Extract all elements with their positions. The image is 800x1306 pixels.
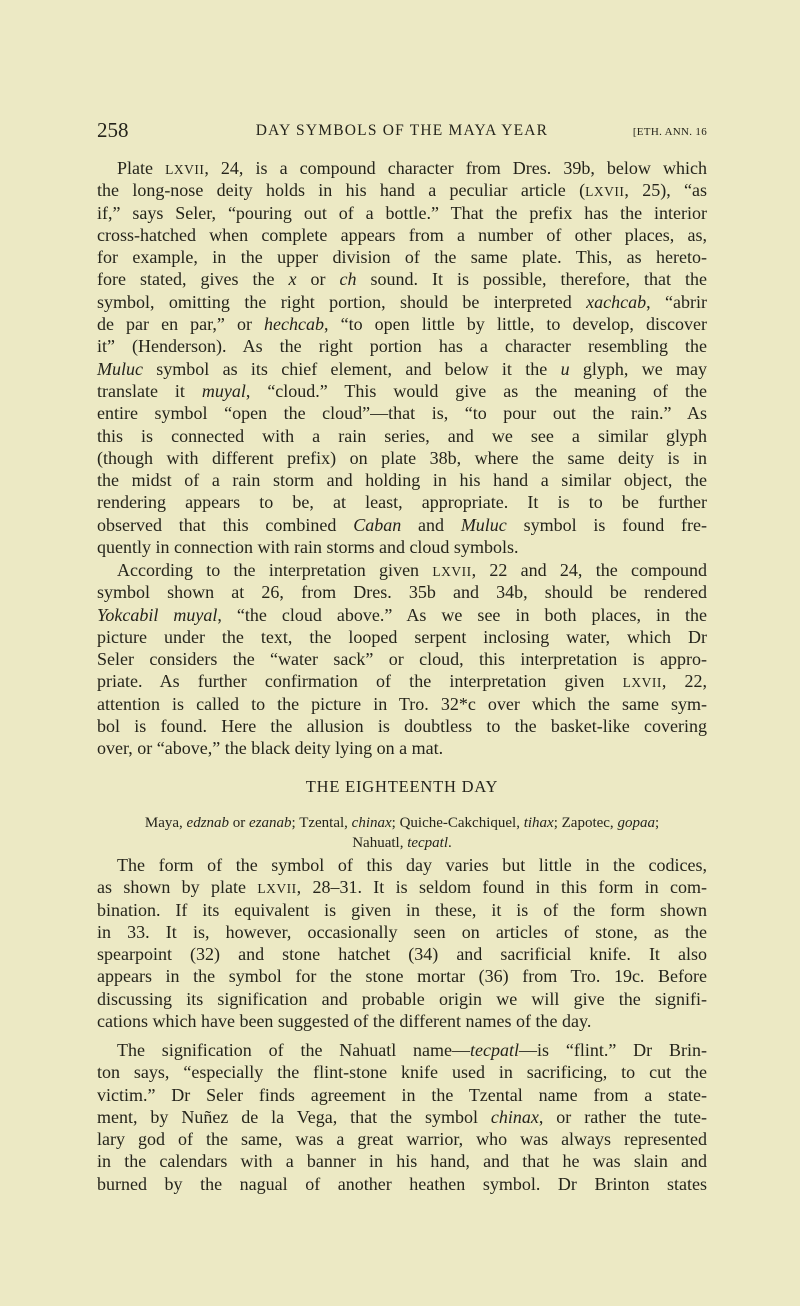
italic-term: Caban (353, 514, 402, 535)
text-run: entire symbol “open the cloud”—that is, “to pour out the rain.” As (97, 403, 707, 424)
text-run: Plate (117, 158, 166, 178)
italic-term: tihax (523, 815, 554, 831)
text-run: , or rather the tute- (538, 1106, 707, 1127)
text-line (97, 1084, 707, 1106)
text-line (97, 425, 707, 447)
text-line (97, 965, 707, 987)
text-run: priate. As further confirmation of the interpretation given (97, 671, 623, 692)
text-line (97, 491, 707, 513)
text-run: it” (Henderson). As the right portion has a character resembling the (97, 336, 707, 357)
text-line (97, 224, 707, 246)
plate-reference: LXVII (432, 564, 472, 579)
italic-term: u (560, 358, 570, 379)
text-run: bination. If its equivalent is given in these, it is of the form shown (97, 899, 707, 920)
paragraph-yokcabil-muyal (97, 559, 707, 760)
text-run: lary god of the same, was a great warrior, who was always represented (97, 1129, 707, 1150)
text-run: over, or “above,” the black deity lying on a mat. (97, 738, 444, 759)
text-run: Nahuatl, (352, 835, 408, 851)
text-line (97, 246, 707, 268)
page-header (97, 117, 707, 143)
text-line (97, 358, 707, 380)
text-run: symbol as its chief element, and below it the (142, 358, 561, 379)
text-line (97, 1106, 707, 1128)
text-run: . (448, 835, 452, 851)
text-run: symbol shown at 26, from Dres. 35b and 34b, should be rendered (97, 582, 707, 603)
text-line (97, 715, 707, 737)
text-line (97, 202, 707, 224)
text-run: if,” says Seler, “pouring out of a bottle.” That the prefix has the interior (97, 202, 707, 223)
text-line (97, 514, 707, 536)
italic-term: Yokcabil muyal (97, 604, 218, 625)
text-run: ; Tzental, (291, 815, 352, 831)
text-line (97, 854, 707, 876)
text-line (97, 1128, 707, 1150)
text-run: ; Quiche-Cakchiquel, (391, 815, 524, 831)
text-line (97, 157, 707, 179)
italic-term: tecpatl (470, 1040, 520, 1060)
text-run: , 22, (661, 671, 707, 692)
plate-reference: LXVII (622, 675, 662, 691)
text-run: discussing its signification and probable origin we will give the signifi- (97, 988, 707, 1009)
text-run: , 28–31. It is seldom found in this form in com- (296, 877, 707, 898)
text-run: translate it (97, 380, 202, 401)
text-run: or (229, 815, 250, 831)
page-number: 258 (97, 118, 129, 142)
text-run: victim.” Dr Seler finds agreement in the Tzental name from a state- (97, 1084, 707, 1105)
text-run: rendering appears to be, at least, appropriate. It is to be further (97, 492, 707, 513)
text-run: ment, by Nuñez de la Vega, that the symbol (97, 1106, 491, 1127)
text-line (97, 988, 707, 1010)
text-run: cations which have been suggested of the different names of the day. (97, 1011, 592, 1032)
italic-term: chinax (351, 815, 392, 831)
text-run: spearpoint (32) and stone hatchet (34) and sacrificial knife. It also (97, 944, 707, 965)
plate-reference: LXVII (165, 162, 205, 177)
text-run: in the calendars with a banner in his hand, and that he was slain and (97, 1151, 707, 1172)
text-run: glyph, we may (569, 358, 707, 379)
text-run: this is connected with a rain series, and we see a similar glyph (97, 425, 707, 446)
text-run: The form of the symbol of this day varies but little in the codices, (117, 855, 707, 875)
text-run: sound. It is possible, therefore, that the (356, 269, 707, 290)
text-run: the midst of a rain storm and holding in his hand a similar object, the (97, 470, 707, 491)
text-line (97, 536, 707, 558)
paragraph-nahuatl-signification (97, 1039, 707, 1195)
italic-term: Muluc (460, 514, 507, 535)
running-title: DAY SYMBOLS OF THE MAYA YEAR (255, 122, 549, 139)
plate-reference: LXVII (585, 184, 625, 200)
italic-term: x (288, 269, 297, 290)
text-run: , 24, is a compound character from Dres. 39b, below which (204, 158, 707, 178)
text-run: burned by the nagual of another heathen symbol. Dr Brinton states (97, 1173, 707, 1194)
text-run: and (401, 514, 461, 535)
text-line (97, 737, 707, 759)
text-line (97, 380, 707, 402)
section-heading: THE EIGHTEENTH DAY (305, 777, 499, 796)
text-run: fore stated, gives the (97, 269, 289, 290)
text-run: de par en par,” or (97, 314, 265, 335)
text-run: Seler considers the “water sack” or cloud, this interpretation is appro- (97, 649, 707, 670)
text-line (97, 943, 707, 965)
italic-term: ch (339, 269, 357, 290)
text-run: The signification of the Nahuatl name— (117, 1040, 471, 1060)
italic-term: edznab (186, 815, 230, 831)
text-run: as shown by plate (97, 877, 258, 898)
synonyms-line-1 (97, 813, 707, 833)
text-run: attention is called to the picture in Tro. 32*c over which the same sym- (97, 693, 707, 714)
text-line (97, 268, 707, 290)
italic-term: xachcab (586, 291, 647, 312)
text-line (97, 626, 707, 648)
paragraph-plate-lxvii-24 (97, 157, 707, 558)
text-line (97, 1150, 707, 1172)
italic-term: muyal (201, 380, 246, 401)
text-line (97, 559, 707, 581)
paragraph-symbol-form (97, 854, 707, 1032)
italic-term: chinax (490, 1106, 539, 1127)
text-line (97, 447, 707, 469)
text-line (97, 291, 707, 313)
text-line (97, 1061, 707, 1083)
text-run: symbol is found fre- (506, 514, 707, 535)
text-run: appears in the symbol for the stone mortar (36) from Tro. 19c. Before (97, 966, 707, 987)
text-line (97, 1010, 707, 1032)
text-run: ; (654, 815, 660, 831)
text-line (97, 670, 707, 692)
text-line (97, 469, 707, 491)
text-line (97, 921, 707, 943)
text-run: or (296, 269, 340, 290)
text-line (97, 876, 707, 898)
italic-term: ezanab (249, 815, 292, 831)
text-run: for example, in the upper division of the same plate. This, as hereto- (97, 247, 707, 268)
text-run: observed that this combined (97, 514, 354, 535)
text-run: (though with different prefix) on plate 38b, where the same deity is in (97, 447, 707, 468)
text-line (97, 693, 707, 715)
text-line (97, 648, 707, 670)
text-line (97, 899, 707, 921)
text-run: , 25), “as (624, 180, 707, 201)
text-line (97, 1039, 707, 1061)
text-run: bol is found. Here the allusion is doubtless to the basket-like covering (97, 716, 707, 737)
text-line (97, 581, 707, 603)
synonyms-line-2 (97, 833, 707, 853)
italic-term: Muluc (97, 358, 143, 379)
text-line (97, 179, 707, 201)
text-run: picture under the text, the looped serpent inclosing water, which Dr (97, 626, 707, 647)
text-run: quently in connection with rain storms and cloud symbols. (97, 537, 519, 558)
text-run: ton says, “especially the flint-stone knife used in sacrificing, to cut the (97, 1062, 707, 1083)
day-name-synonyms (97, 813, 707, 853)
text-run: cross-hatched when complete appears from a number of other places, as, (97, 224, 707, 245)
text-run: Maya, (144, 815, 187, 831)
text-run: , “to open little by little, to develop, discover (324, 314, 707, 335)
text-run: symbol, omitting the right portion, should be interpreted (97, 291, 587, 312)
text-run: , “cloud.” This would give as the meaning of the (245, 380, 707, 401)
plate-reference: LXVII (257, 881, 297, 897)
text-line (97, 604, 707, 626)
text-run: in 33. It is, however, occasionally seen on articles of stone, as the (97, 921, 707, 942)
italic-term: hechcab (264, 314, 325, 335)
text-line (97, 402, 707, 424)
text-line (97, 335, 707, 357)
text-run: , 22 and 24, the compound (471, 560, 707, 580)
text-run: ; Zapotec, (553, 815, 618, 831)
text-line (97, 1173, 707, 1195)
text-run: According to the interpretation given (117, 560, 433, 580)
text-run: —is “flint.” Dr Brin- (519, 1040, 707, 1060)
italic-term: gopaa (617, 815, 655, 831)
text-run: , “abrir (646, 291, 708, 312)
text-run: the long-nose deity holds in his hand a peculiar article ( (97, 180, 586, 201)
italic-term: tecpatl (407, 835, 449, 851)
series-reference: [ETH. ANN. 16 (632, 126, 707, 138)
text-run: , “the cloud above.” As we see in both places, in the (217, 604, 708, 625)
text-line (97, 313, 707, 335)
